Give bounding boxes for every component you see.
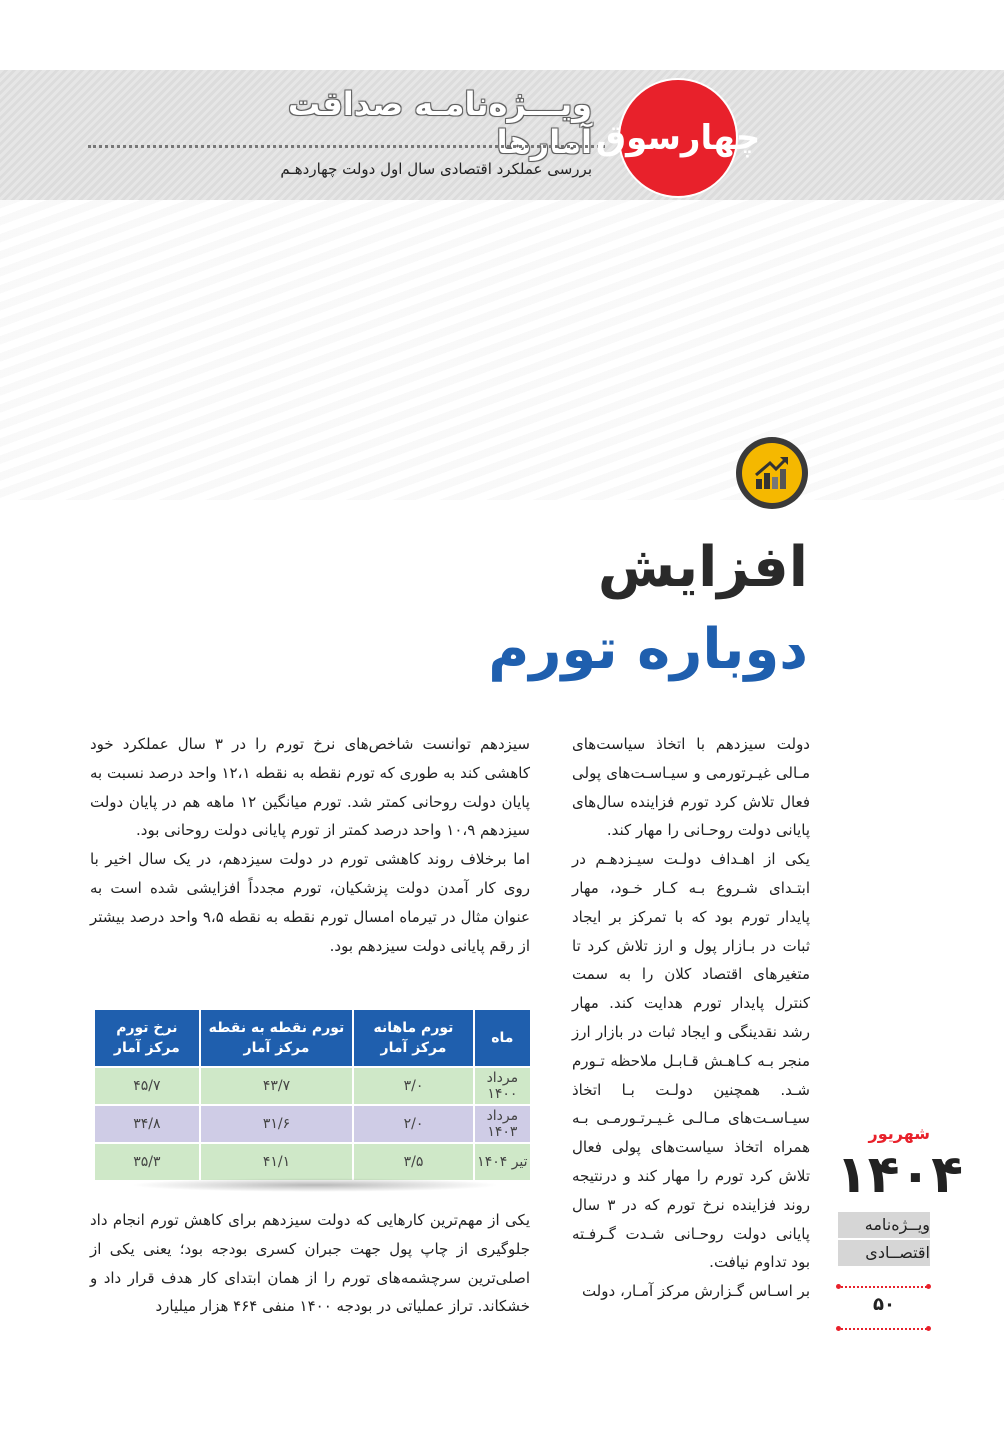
table-cell: ۴۵/۷ <box>94 1067 200 1105</box>
table-cell: ۳۵/۳ <box>94 1143 200 1180</box>
paragraph: یکی از اهـداف دولـت سیـزدهـم در ابتـدای شـروع بـه کـار خـود، مهار پایدار تورم بود که با تمرکز بر ایجاد ثبات در بـازار پول و ارز تلاش کرد تا متغیرهای اقتصاد کلان را به سمت کنترل پایدار تورم هدایت کند. مهار رشد نقدینگی و ایجاد ثبات در بازار ارز منجر بـه کـاهـش قـابـل ملاحظه تـورم شـد. همچنین دولـت بـا اتخاذ سیـاسـت‌های مـالـی غـیـرتـورمـی بـه همراه اتخاذ سیاست‌های پولی فعال تلاش کرد تورم را مهار کند و درنتیجه روند فزاینده نرخ تورم که در ۳ سال پایانی دولت روحـانی شـدت گـرفـته بود تداوم نیافت. <box>572 850 811 1272</box>
headline-line1: افزایش <box>597 535 808 600</box>
header-divider <box>88 145 605 148</box>
table-cell: ۳/۰ <box>353 1067 473 1105</box>
table-cell: ۳۱/۶ <box>200 1105 354 1143</box>
table-cell: ۲/۰ <box>353 1105 473 1143</box>
background-pattern <box>0 200 1004 500</box>
paragraph: دولت سیزدهم با اتخاذ سیاست‌های مـالی غیـرتورمی و سیـاسـت‌های پولی فعال تلاش کرد تورم فزاینده سال‌های پایانی دولت روحـانی را مهار کند. <box>572 735 810 840</box>
paragraph: اما برخلاف روند کاهشی تورم در دولت سیزدهم، در یک سال اخیر با روی کار آمدن دولت پزشکیان، تورم مجدداً افزایشی شده است به عنوان مثال در تیرماه امسال تورم نقطه به نقطه ۹،۵ واحد درصد بیشتر از رقم پایانی دولت سیزدهم بود. <box>90 850 530 955</box>
table-cell: مرداد ۱۴۰۳ <box>474 1105 530 1143</box>
brand-logo-text: چهارسوق <box>595 118 761 158</box>
page-number: ۵۰ <box>873 1294 895 1315</box>
paragraph: سیزدهم توانست شاخص‌های نرخ تورم را در ۳ سال عملکرد خود کاهشی کند به طوری که تورم نقطه به نقطه ۱۲،۱ واحد درصد نسبت به پایان دولت روحانی کمتر شد. تورم میانگین ۱۲ ماهه هم در پایان دولت سیزدهم ۱۰،۹ واحد درصد کمتر از تورم پایانی دولت روحانی بود. <box>90 735 531 840</box>
headline-line2: دوباره تورم <box>488 617 808 682</box>
issue-month: شهریور <box>868 1124 930 1143</box>
divider-dot <box>836 1326 841 1331</box>
table-cell: ۴۱/۱ <box>200 1143 354 1180</box>
paragraph: بر اسـاس گـزارش مرکز آمـار، دولت <box>581 1282 810 1301</box>
table-header: تورم نقطه به نقطه مرکز آمار <box>200 1010 354 1067</box>
header-title: ویـــژه‌نامـه صداقت آمارها <box>287 85 592 161</box>
divider-dot <box>836 1284 841 1289</box>
table-header: تورم ماهانه مرکز آمار <box>353 1010 473 1067</box>
table-cell: ۴۳/۷ <box>200 1067 354 1105</box>
left-column-bottom <box>90 1206 530 1321</box>
divider-dot <box>926 1326 931 1331</box>
table-cell: مرداد ۱۴۰۰ <box>474 1067 530 1105</box>
table-cell: تیر ۱۴۰۴ <box>474 1143 530 1180</box>
table-header: ماه <box>474 1010 530 1067</box>
header-subtitle: بررسی عملکرد اقتصادی سال اول دولت چهاردهـم <box>280 160 592 178</box>
inflation-table <box>93 1010 530 1180</box>
brand-logo <box>595 80 761 196</box>
table-header: نرخ تورم مرکز آمار <box>94 1010 200 1067</box>
sidebar-divider <box>838 1286 930 1288</box>
left-column-top <box>90 730 530 960</box>
sidebar-divider <box>838 1328 930 1330</box>
table-cell: ۳۴/۸ <box>94 1105 200 1143</box>
table-row <box>94 1067 530 1105</box>
right-column <box>572 730 810 1306</box>
chart-arrow-icon <box>736 437 808 509</box>
paragraph: یکی از مهم‌ترین کارهایی که دولت سیزدهم برای کاهش تورم انجام داد جلوگیری از چاپ پول جهت جبران کسری بودجه بود؛ یعنی یکی از اصلی‌ترین سرچشمه‌های تورم را از همان ابتدای کار هدف قرار داد و خشکاند. تراز عملیاتی در بودجه ۱۴۰۰ منفی ۴۶۴ هزار میلیارد <box>90 1211 530 1316</box>
issue-year: ۱۴۰۴ <box>836 1145 963 1205</box>
table-cell: ۳/۵ <box>353 1143 473 1180</box>
table-shadow <box>130 1178 500 1192</box>
issue-label-line2: اقتصــادی <box>838 1240 930 1266</box>
divider-dot <box>926 1284 931 1289</box>
table-row <box>94 1143 530 1180</box>
table-row <box>94 1105 530 1143</box>
issue-label-line1: ویــژه‌نامه <box>838 1212 930 1238</box>
